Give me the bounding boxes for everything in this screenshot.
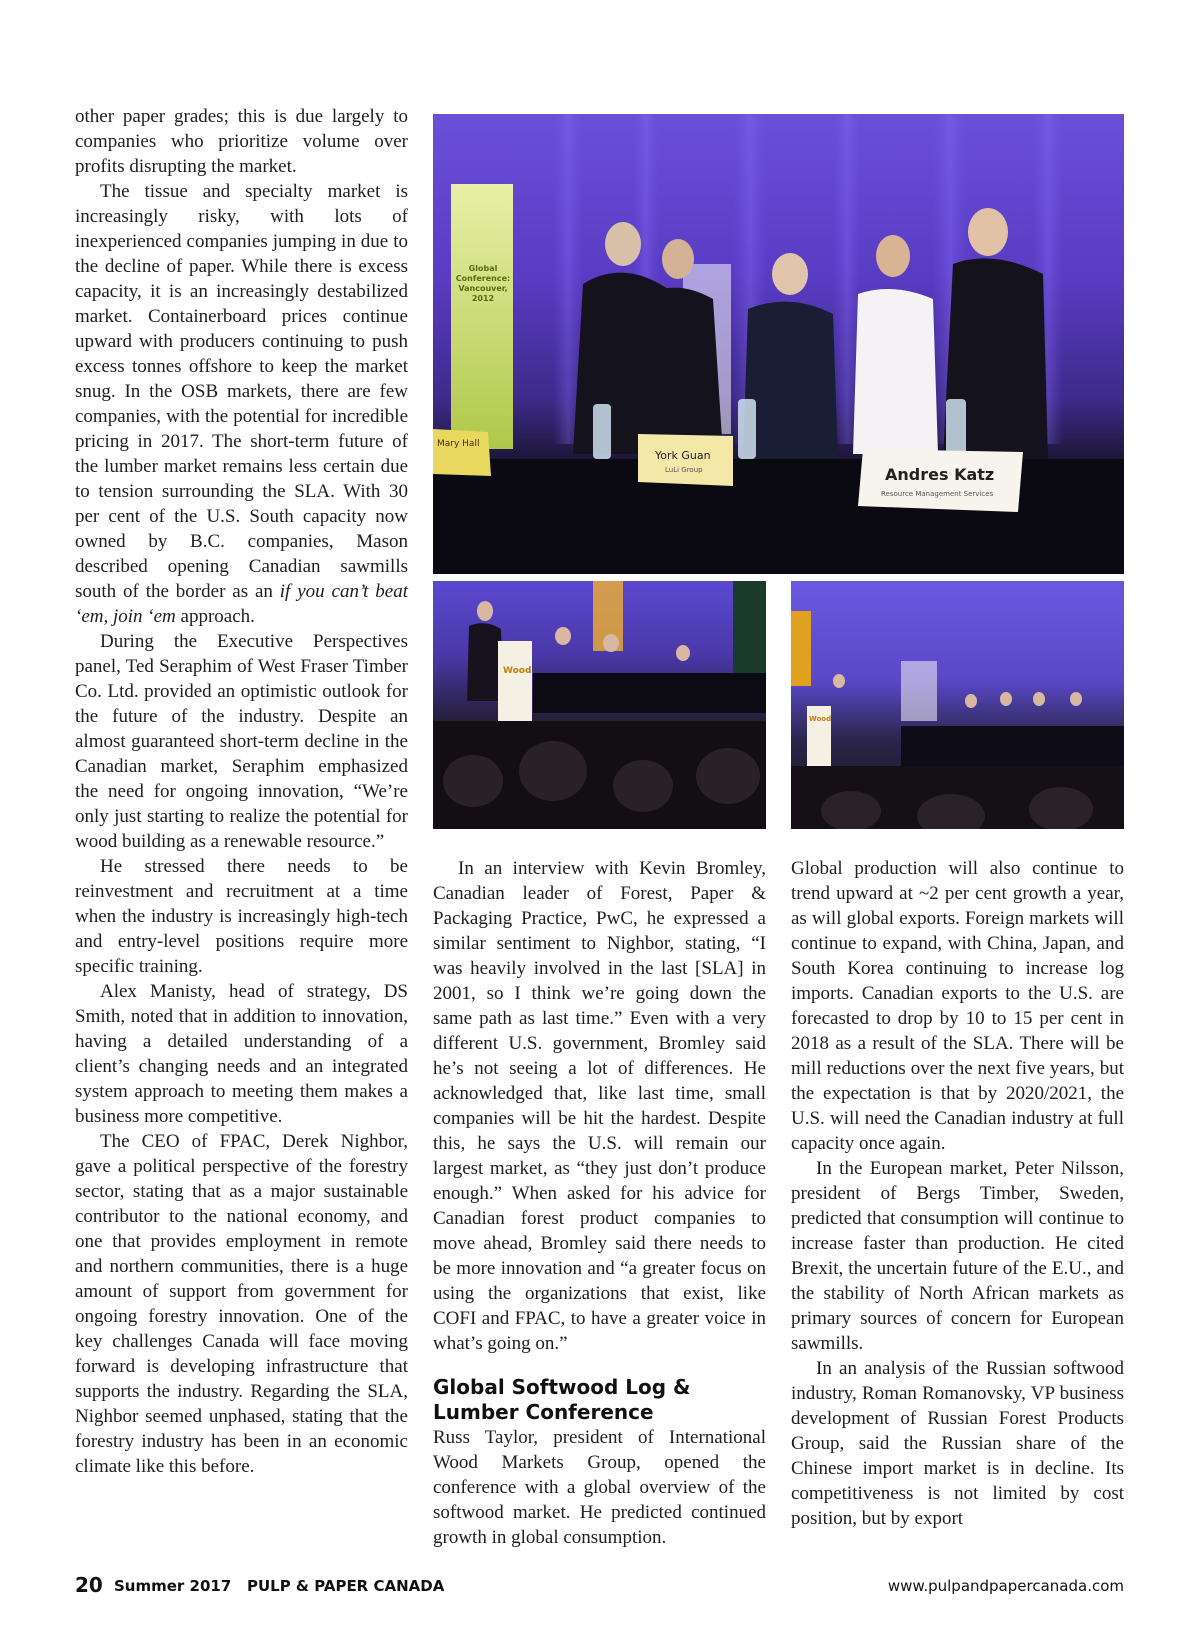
paragraph: In an interview with Kevin Bromley, Canadian leader of Forest, Paper & Packaging Practice, PwC, he expressed a similar sentiment to Nighbor, stating, “I was heavily involved in the last [SLA] in 2001, so I think we’re going down the same path as last time.” Even with a very different U.S. government, Bromley said he’s not seeing a lot of differences. He acknowledged that, like last time, small companies will be hit the hardest. Despite this, he says the U.S. will remain our largest market, as “they just don’t produce enough.” When asked for his advice for Canadian forest product companies to move ahead, Bromley said there needs to be more innovation and “a greater focus on using the organizations that exist, like COFI and FPAC, to have a greater voice in what’s going on.”: [433, 858, 766, 1354]
screen-text: Global Conference: Vancouver, 2012: [455, 264, 511, 303]
paragraph: He stressed there needs to be reinvestment and recruitment at a time when the industry is increasingly high-tech and entry-level positions require more specific training.: [75, 856, 408, 977]
paragraph: In the European market, Peter Nilsson, president of Bergs Timber, Sweden, predicted that consumption will continue to increase faster than production. He cited Brexit, the uncertain future of the E.U., and the stability of North African markets as primary sources of concern for European sawmills.: [791, 1158, 1124, 1354]
paragraph: During the Executive Perspectives panel, Ted Seraphim of West Fraser Timber Co. Ltd. provided an optimistic outlook for the future of the industry. Despite an almost guaranteed short-term decline in the Canadian market, Seraphim emphasized the need for ongoing innovation, “We’re only just starting to realize the potential for wood building as a renewable resource.”: [75, 631, 408, 852]
publication-name: PULP & PAPER CANADA: [246, 1577, 445, 1595]
panel-photo-left: [433, 581, 766, 829]
panel-photo-illustration: [433, 581, 766, 829]
article-column-2: [433, 856, 766, 1550]
podium: [498, 641, 532, 726]
paragraph: Global production will also continue to trend upward at ~2 per cent growth a year, as will global exports. Foreign markets will continue to expand, with China, Japan, and South Korea continuing to increase log imports. Canadian exports to the U.S. are forecasted to drop by 10 to 15 per cent in 2018 as a result of the SLA. There will be mill reductions over the next five years, but the expectation is that by 2020/2021, the U.S. will need the Canadian industry at full capacity once again.: [791, 858, 1124, 1154]
website-url[interactable]: www.pulpandpapercanada.com: [887, 1577, 1124, 1595]
paragraph: In an analysis of the Russian softwood industry, Roman Romanovsky, VP business development of Russian Forest Products Group, said the Russian share of the Chinese import market is in decline. Its competitiveness is not limited by cost position, but by export: [791, 1358, 1124, 1529]
name-card-text: Mary Hall: [437, 439, 480, 449]
panel-photo-right: [791, 581, 1124, 829]
paragraph: other paper grades; this is due largely to companies who prioritize volume over profits disrupting the market.: [75, 106, 408, 177]
issue-date: Summer 2017: [114, 1577, 232, 1595]
name-card: [433, 429, 491, 476]
podium-text: Wood: [503, 666, 532, 676]
paragraph: Alex Manisty, head of strategy, DS Smith, noted that in addition to innovation, having a detailed understanding of a client’s changing needs and an integrated system approach to meeting them makes a business more competitive.: [75, 981, 408, 1127]
podium-text: Wood: [809, 715, 832, 723]
paragraph: The tissue and specialty market is increasingly risky, with lots of inexperienced companies jumping in due to the decline of paper. While there is excess capacity, it is an increasingly destabilized market. Containerboard prices continue upward with producers continuing to push excess tonnes offshore to keep the market snug. In the OSB markets, there are few companies, with the potential for incredible pricing in 2017. The short-term future of the lumber market remains less certain due to tension surrounding the SLA. With 30 per cent of the U.S. South capacity now owned by B.C. companies, Mason described opening Canadian sawmills south of the border as an if you can’t beat ‘em, join ‘em approach.: [75, 181, 409, 627]
paragraph: Russ Taylor, president of International Wood Markets Group, opened the conference with a global overview of the softwood market. He predicted continued growth in global consumption.: [433, 1427, 766, 1548]
name-card-text: Resource Management Services: [881, 490, 994, 498]
page-number: 20: [75, 1573, 103, 1597]
section-heading: Global Softwood Log & Lumber Conference: [433, 1375, 691, 1424]
panel-photo-main: [433, 114, 1124, 574]
paragraph: The CEO of FPAC, Derek Nighbor, gave a political perspective of the forestry sector, stating that as a major sustainable contributor to the national economy, and one that provides employment in remote and northern communities, there is a huge amount of support from government for ongoing forestry innovation. One of the key challenges Canada will face moving forward is developing infrastructure that supports the industry. Regarding the SLA, Nighbor seemed unphased, stating that the forestry industry has been in an economic climate like this before.: [75, 1131, 408, 1477]
name-card-text: LuLi Group: [665, 466, 703, 474]
panel-photo-illustration: [791, 581, 1124, 829]
name-card-text: York Guan: [655, 449, 711, 462]
name-card-text: Andres Katz: [885, 465, 995, 484]
italic-phrase: if you can’t beat ‘em, join ‘em: [75, 581, 409, 627]
article-column-3: [791, 856, 1124, 1531]
issue-line: [114, 1577, 444, 1595]
panel-photo-illustration: [433, 114, 1124, 574]
article-column-1: [75, 104, 408, 1479]
